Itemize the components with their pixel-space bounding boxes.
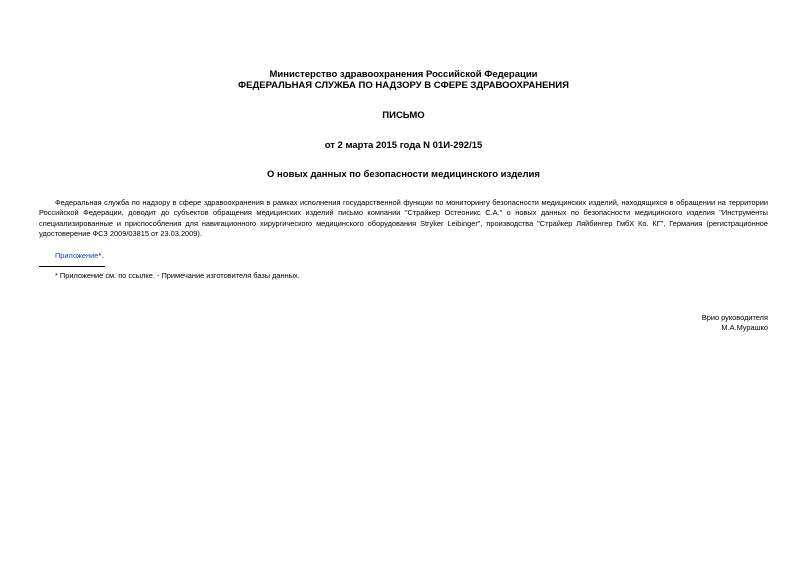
signature-block xyxy=(702,313,768,334)
service-title: ФЕДЕРАЛЬНАЯ СЛУЖБА ПО НАДЗОРУ В СФЕРЕ ЗДРАВООХРАНЕНИЯ xyxy=(238,80,569,91)
document-date-number: от 2 марта 2015 года N 01И-292/15 xyxy=(324,140,483,151)
ministry-title: Министерство здравоохранения Российской Федерации xyxy=(269,69,538,80)
document-subject: О новых данных по безопасности медицинского изделия xyxy=(267,169,540,180)
document-type: ПИСЬМО xyxy=(382,110,425,121)
document-body: Федеральная служба по надзору в сфере здравоохранения в рамках исполнения государственной функции по мониторингу безопасности медицинских изделий, находящихся в обращении на территории Российской Федерации, доводит до субъектов обращения медицинских изделий письмо компании "Страйкер Остеоникс С.А." о новых данных по безопасности медицинского изделия "Инструменты специализированные и приспособления для навигационного хирургического медицинского оборудования Stryker Leibinger", производства "Страйкер Ляйбингер ГмбХ Ко. КГ", Германия (регистрационное удостоверение ФСЗ 2009/03815 от 23.03.2009). xyxy=(39,198,768,239)
attachment-suffix: *. xyxy=(98,251,104,260)
signatory-position: Врио руководителя xyxy=(701,313,768,322)
signatory-name: М.А.Мурашко xyxy=(721,323,768,333)
footnote: * Приложение см. по ссылке. - Примечание изготовителя базы данных. xyxy=(55,271,300,280)
attachment-link[interactable]: Приложение xyxy=(55,251,99,260)
footnote-divider xyxy=(39,266,105,267)
attachment-line xyxy=(55,251,103,260)
